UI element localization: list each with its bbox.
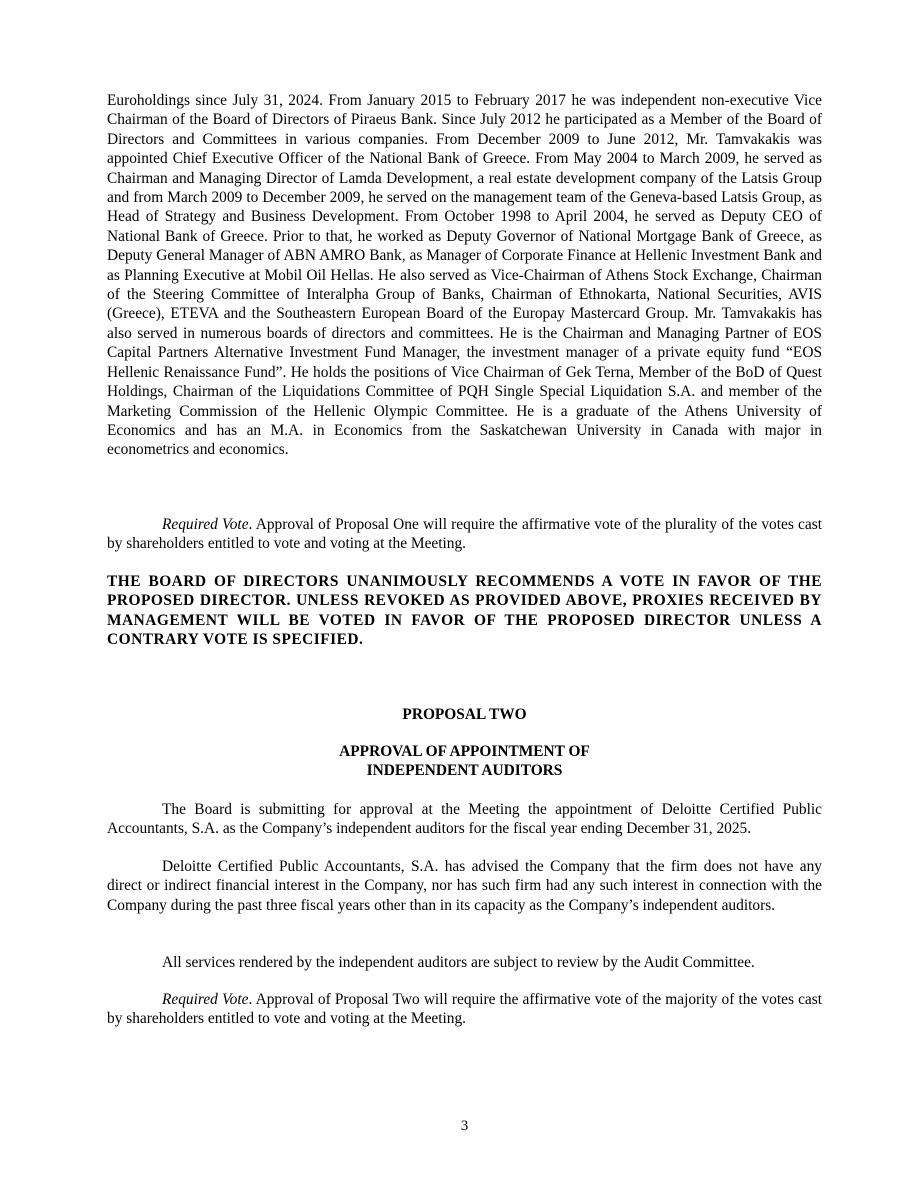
- board-recommendation: THE BOARD OF DIRECTORS UNANIMOUSLY RECOMMENDS A VOTE IN FAVOR OF THE PROPOSED DIRECTOR. UNLESS REVOKED AS PROVIDED ABOVE, PROXIES RECEIVED BY MANAGEMENT WILL BE VOTED IN FAVOR OF THE PROPOSED DIRECTOR UNLESS A CONTRARY VOTE IS SPECIFIED.: [107, 573, 822, 649]
- proposal-two-paragraph-2: Deloitte Certified Public Accountants, S.A. has advised the Company that the firm does not have any direct or indirect financial interest in the Company, nor has such firm had any such interest in connection with the Company during the past three fiscal years other than in its capacity as the Company’s independent auditors.: [107, 858, 822, 914]
- required-vote-text: . Approval of Proposal One will require the affirmative vote of the plurality of the votes cast by shareholders entitled to vote and voting at the Meeting.: [107, 516, 822, 553]
- page-number: 3: [460, 1118, 469, 1134]
- proposal-two-subheading: [107, 742, 822, 781]
- proposal-one-required-vote: [107, 515, 822, 554]
- required-vote-label: Required Vote: [162, 991, 249, 1008]
- required-vote-label: Required Vote: [162, 516, 249, 533]
- proposal-two-paragraph-1: The Board is submitting for approval at the Meeting the appointment of Deloitte Certified Public Accountants, S.A. as the Company’s independent auditors for the fiscal year ending December 31, 2025.: [107, 801, 822, 838]
- director-biography-paragraph: Euroholdings since July 31, 2024. From January 2015 to February 2017 he was independent non-executive Vice Chairman of the Board of Directors of Piraeus Bank. Since July 2012 he participated as a Member of the Board of Directors and Committees in various companies. From December 2009 to June 2012, Mr. Tamvakakis was appointed Chief Executive Officer of the National Bank of Greece. From May 2004 to March 2009, he served as Chairman and Managing Director of Lamda Development, a real estate development company of the Latsis Group and from March 2009 to December 2009, he served on the management team of the Geneva-based Latsis Group, as Head of Strategy and Business Development. From October 1998 to April 2004, he served as Deputy CEO of National Bank of Greece. Prior to that, he worked as Deputy Governor of National Mortgage Bank of Greece, as Deputy General Manager of ABN AMRO Bank, as Manager of Corporate Finance at Hellenic Investment Bank and as Planning Executive at Mobil Oil Hellas. He also served as Vice-Chairman of Athens Stock Exchange, Chairman of the Steering Committee of Interalpha Group of Banks, Chairman of Ethnokarta, National Securities, AVIS (Greece), ETEVA and the Southeastern European Board of the Europay Mastercard Group. Mr. Tamvakakis has also served in numerous boards of directors and committees. He is the Chairman and Managing Partner of EOS Capital Partners Alternative Investment Fund Manager, the investment manager of a private equity fund “EOS Hellenic Renaissance Fund”. He holds the positions of Vice Chairman of Gek Terna, Member of the BoD of Quest Holdings, Chairman of the Liquidations Committee of PQH Single Special Liquidation S.A. and member of the Marketing Commission of the Hellenic Olympic Committee. He is a graduate of the Athens University of Economics and has an M.A. in Economics from the Saskatchewan University in Canada with major in econometrics and economics.: [107, 92, 822, 459]
- proposal-two-paragraph-3: All services rendered by the independent auditors are subject to review by the Audit Committee.: [162, 954, 755, 971]
- subheading-line-1: APPROVAL OF APPOINTMENT OF: [339, 743, 590, 760]
- proposal-two-heading: PROPOSAL TWO: [402, 706, 527, 723]
- proposal-two-required-vote: [107, 990, 822, 1029]
- required-vote-text: . Approval of Proposal Two will require the affirmative vote of the majority of the votes cast by shareholders entitled to vote and voting at the Meeting.: [107, 991, 822, 1028]
- subheading-line-2: INDEPENDENT AUDITORS: [366, 762, 563, 780]
